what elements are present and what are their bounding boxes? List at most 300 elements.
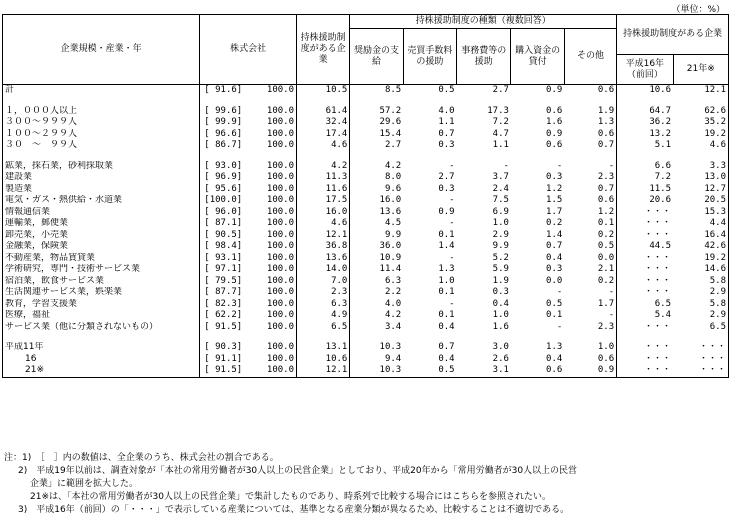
note-3: 3) 平成16年（前回）の「・・・」で表示している産業については、基準となる産業分類が異なるため、比較することは不適切である。 — [18, 505, 570, 515]
cell-p16: ・・・ — [617, 230, 673, 242]
cell-t1: 6.3 — [350, 276, 403, 288]
cell-p21: 6.5 — [673, 322, 728, 334]
header-category: 企業規模・産業・年 — [3, 15, 200, 85]
cell-p16: 6.5 — [617, 299, 673, 311]
cell-t1: 11.4 — [350, 264, 403, 276]
cell-p21: 12.1 — [673, 85, 728, 97]
cell-a: 6.3 — [297, 299, 350, 311]
table-row — [3, 310, 729, 322]
table-row — [3, 342, 729, 354]
cell-t3: 0.4 — [492, 298, 509, 309]
cell-k: 100.0 — [266, 310, 294, 320]
cell-t1: 9.9 — [350, 230, 403, 242]
cell-t4: 1.3 — [546, 342, 563, 352]
cell-t4: 0.6 — [546, 140, 563, 150]
cell-t3: - — [503, 160, 509, 171]
cell-p21: 62.6 — [673, 106, 728, 118]
cell-a: 4.6 — [297, 218, 350, 230]
cell-p21: 13.0 — [673, 172, 728, 184]
cell-t1: 13.6 — [350, 207, 403, 219]
row-label: 製造業 — [3, 184, 200, 196]
cell-a: 11.3 — [297, 172, 350, 184]
cell-t1: 10.3 — [350, 342, 403, 354]
cell-t5: 0.9 — [564, 365, 616, 377]
cell-t5: 0.1 — [597, 218, 615, 228]
cell-t5: 0.7 — [597, 140, 615, 150]
cell-t4: 0.5 — [546, 298, 563, 309]
cell-br: [ 91.1] — [200, 354, 246, 366]
cell-p16: ・・・ — [617, 253, 673, 265]
cell-br: [ 87.7] — [200, 287, 246, 299]
cell-a: 14.0 — [297, 264, 350, 276]
cell-t2: - — [449, 218, 455, 228]
cell-t4: 0.3 — [546, 172, 563, 182]
row-label: ３００～９９９人 — [3, 117, 200, 129]
cell-t2: 4.0 — [438, 105, 455, 116]
cell-t5: 0.6 — [597, 85, 615, 95]
cell-t5: 1.9 — [597, 105, 615, 116]
cell-t5: 0.0 — [597, 252, 615, 263]
cell-p21: 12.7 — [673, 184, 728, 196]
cell-t2: 0.3 — [438, 140, 455, 150]
cell-br: [ 99.9] — [200, 117, 246, 129]
cell-p16: ・・・ — [617, 218, 673, 230]
cell-br: [ 62.2] — [200, 310, 246, 322]
cell-br: [ 99.6] — [200, 106, 246, 118]
cell-t5: - — [608, 160, 615, 171]
cell-k: 100.0 — [266, 353, 294, 364]
cell-p16: 5.1 — [617, 140, 673, 152]
cell-t4: 0.9 — [546, 85, 563, 95]
cell-t3: 5.9 — [492, 264, 509, 274]
row-label: 計 — [3, 85, 200, 97]
data-table — [2, 14, 729, 378]
cell-t4: 1.5 — [546, 195, 563, 205]
cell-k: 100.0 — [266, 117, 294, 127]
cell-t5: 0.5 — [597, 241, 615, 251]
cell-t1: 2.7 — [350, 140, 403, 152]
cell-t4: - — [556, 321, 563, 332]
cell-t1: 4.2 — [350, 161, 403, 173]
cell-a: 11.6 — [297, 184, 350, 196]
cell-k: 100.0 — [266, 298, 294, 309]
cell-p16: ・・・ — [617, 354, 673, 366]
cell-t1: 16.0 — [350, 195, 403, 207]
cell-br: [ 86.7] — [200, 140, 246, 152]
cell-t3: 2.9 — [492, 229, 509, 240]
cell-a: 10.6 — [297, 354, 350, 366]
cell-p16: 5.4 — [617, 310, 673, 322]
row-label: 建設業 — [3, 172, 200, 184]
cell-t2: 0.4 — [438, 353, 455, 364]
cell-t1: 4.2 — [350, 310, 403, 322]
cell-p21: 4.4 — [673, 218, 728, 230]
cell-a: 7.0 — [297, 276, 350, 288]
cell-t5: 0.6 — [597, 195, 615, 205]
cell-p21: ・・・ — [673, 342, 728, 354]
cell-p21: 5.8 — [673, 299, 728, 311]
cell-p21: 20.5 — [673, 195, 728, 207]
cell-t3: 1.9 — [492, 275, 509, 286]
cell-p16: ・・・ — [617, 276, 673, 288]
spacer-row — [3, 152, 729, 161]
note-1: 注：1) ［ ］内の数値は、全企業のうち、株式会社の割合である。 — [4, 453, 279, 463]
row-label: 生活関連サービス業，娯楽業 — [3, 287, 200, 299]
cell-t3: 17.3 — [487, 105, 509, 116]
row-label: 医療，福祉 — [3, 310, 200, 322]
cell-t2: 0.7 — [438, 128, 455, 139]
cell-t2: 1.1 — [438, 117, 455, 127]
header-h21: 21年※ — [673, 55, 728, 85]
cell-a: 12.1 — [297, 365, 350, 377]
cell-t2: 0.9 — [438, 206, 455, 217]
cell-t3: 3.7 — [492, 172, 509, 182]
cell-t1: 8.5 — [350, 85, 403, 97]
cell-t2: 0.5 — [403, 365, 456, 377]
cell-a: 32.4 — [297, 117, 350, 129]
cell-t1: 4.0 — [350, 299, 403, 311]
cell-t1: 9.4 — [350, 354, 403, 366]
table-row — [3, 129, 729, 141]
cell-br: [100.0] — [200, 195, 246, 207]
cell-br: [ 93.1] — [200, 253, 246, 265]
cell-br: [ 90.3] — [200, 342, 246, 354]
cell-t1: 15.4 — [350, 129, 403, 141]
cell-br: [ 96.9] — [200, 172, 246, 184]
cell-t1: 4.5 — [350, 218, 403, 230]
cell-p21: 3.3 — [673, 161, 728, 173]
cell-t2: 2.7 — [438, 172, 455, 182]
cell-t1: 8.0 — [350, 172, 403, 184]
cell-p16: 36.2 — [617, 117, 673, 129]
cell-t3: 4.7 — [492, 128, 509, 139]
cell-t2: 0.7 — [438, 342, 455, 352]
cell-k: 100.0 — [266, 105, 294, 116]
cell-t5: - — [608, 287, 615, 297]
cell-br: [ 87.1] — [200, 218, 246, 230]
cell-t4: 0.2 — [546, 218, 563, 228]
cell-t4: 0.3 — [546, 264, 563, 274]
cell-p21: ・・・ — [673, 365, 728, 377]
row-label: サービス業（他に分類されないもの） — [3, 322, 200, 334]
cell-br: [ 93.0] — [200, 161, 246, 173]
table-row — [3, 161, 729, 173]
cell-k: 100.0 — [266, 218, 294, 228]
cell-p21: 35.2 — [673, 117, 728, 129]
cell-br: [ 91.5] — [200, 365, 246, 377]
row-label: 宿泊業，飲食サービス業 — [3, 276, 200, 288]
row-label: 卸売業，小売業 — [3, 230, 200, 242]
note-2-extra: 21※は、「本社の常用労働者が30人以上の民営企業」で集計したものであり、時系列で比較する場合にはこちらを参照されたい。 — [30, 492, 551, 502]
cell-br: [ 98.4] — [200, 241, 246, 253]
cell-t1: 3.4 — [350, 322, 403, 334]
cell-t2: 1.0 — [438, 275, 455, 286]
cell-p21: 15.3 — [673, 207, 728, 219]
table-row — [3, 287, 729, 299]
cell-p16: 10.6 — [617, 85, 673, 97]
cell-a: 36.8 — [297, 241, 350, 253]
header-types-group: 持株援助制度の種類（複数回答） — [350, 15, 617, 29]
cell-t4: 0.6 — [511, 365, 564, 377]
cell-t1: 29.6 — [350, 117, 403, 129]
cell-t5: 1.2 — [597, 206, 615, 217]
table-row — [3, 354, 729, 366]
cell-a: 17.5 — [297, 195, 350, 207]
cell-t2: 1.4 — [438, 241, 455, 251]
cell-br: [ 79.5] — [200, 276, 246, 288]
cell-t4: 0.4 — [546, 353, 563, 364]
table-row — [3, 276, 729, 288]
cell-k: 100.0 — [266, 195, 294, 205]
cell-t5: 0.2 — [597, 229, 615, 240]
cell-t4: 1.4 — [546, 229, 563, 240]
table-row — [3, 195, 729, 207]
cell-t4: 1.7 — [546, 206, 563, 217]
cell-br: [ 97.1] — [200, 264, 246, 276]
cell-t3: 3.0 — [492, 342, 509, 352]
table-row — [3, 322, 729, 334]
cell-p16: ・・・ — [617, 207, 673, 219]
row-label: 電気・ガス・熱供給・水道業 — [3, 195, 200, 207]
row-label: 平成11年 — [3, 342, 200, 354]
cell-p21: 2.9 — [673, 287, 728, 299]
table-row — [3, 117, 729, 129]
cell-p16: ・・・ — [617, 342, 673, 354]
cell-k: 100.0 — [266, 252, 294, 263]
table-body — [3, 85, 729, 378]
cell-k: 100.0 — [266, 264, 294, 274]
cell-k: 100.0 — [266, 128, 294, 139]
cell-p21: 5.8 — [673, 276, 728, 288]
cell-t3: 6.9 — [492, 206, 509, 217]
header-type-5: その他 — [564, 29, 616, 85]
cell-t3: 7.2 — [492, 117, 509, 127]
note-2: 2) 平成19年以前は、調査対象が「本社の常用労働者が30人以上の民営企業」としており、平成20年から「常用労働者が30人以上の民営 — [18, 466, 578, 476]
cell-p21: 42.6 — [673, 241, 728, 253]
cell-p16: ・・・ — [617, 365, 673, 377]
cell-p21: 2.9 — [673, 310, 728, 322]
cell-k: 100.0 — [266, 140, 294, 150]
table-row — [3, 264, 729, 276]
cell-t3: 2.6 — [492, 353, 509, 364]
spacer-row — [3, 97, 729, 106]
cell-a: 4.9 — [297, 310, 350, 322]
row-label: 運輸業，郵便業 — [3, 218, 200, 230]
cell-t1: 57.2 — [350, 106, 403, 118]
cell-t2: 0.1 — [438, 287, 455, 297]
cell-k: 100.0 — [246, 365, 296, 377]
row-label: ３０ ～ ９９人 — [3, 140, 200, 152]
cell-t3: 1.1 — [492, 140, 509, 150]
cell-t3: 1.0 — [492, 218, 509, 228]
cell-t5: 2.1 — [597, 264, 615, 274]
cell-a: 13.1 — [297, 342, 350, 354]
cell-t4: - — [556, 160, 563, 171]
cell-t3: 2.4 — [492, 183, 509, 194]
cell-t3: 3.1 — [457, 365, 511, 377]
notes — [4, 452, 724, 517]
row-label: １，０００人以上 — [3, 106, 200, 118]
cell-t2: - — [449, 298, 455, 309]
cell-br: [ 91.5] — [200, 322, 246, 334]
header-h16: 平成16年（前回） — [617, 55, 673, 85]
cell-t1: 10.3 — [350, 365, 403, 377]
cell-t4: 0.6 — [546, 105, 563, 116]
cell-br: [ 96.0] — [200, 207, 246, 219]
cell-t5: 0.7 — [597, 183, 615, 194]
cell-k: 100.0 — [266, 275, 294, 286]
cell-t2: - — [449, 252, 455, 263]
cell-t3: 9.9 — [492, 241, 509, 251]
note-2-cont: 企業」に範囲を拡大した。 — [30, 479, 139, 489]
cell-br: [ 96.6] — [200, 129, 246, 141]
cell-a: 4.6 — [297, 140, 350, 152]
cell-a: 2.3 — [297, 287, 350, 299]
cell-p21: 16.4 — [673, 230, 728, 242]
row-label: 21※ — [3, 365, 200, 377]
cell-t1: 36.0 — [350, 241, 403, 253]
cell-t5: 2.3 — [597, 172, 615, 182]
cell-k: 100.0 — [266, 321, 294, 332]
cell-p21: ・・・ — [673, 354, 728, 366]
cell-t2: 1.3 — [438, 264, 455, 274]
cell-p21: 14.6 — [673, 264, 728, 276]
cell-p16: ・・・ — [617, 287, 673, 299]
cell-t2: 0.4 — [438, 321, 455, 332]
row-label: 不動産業，物品賃貸業 — [3, 253, 200, 265]
cell-t5: 1.7 — [597, 298, 615, 309]
cell-t1: 10.9 — [350, 253, 403, 265]
header-type-4: 購入資金の貸付 — [511, 29, 564, 85]
table-row — [3, 172, 729, 184]
cell-t5: 0.2 — [597, 275, 615, 286]
table-row — [3, 365, 729, 377]
table-row — [3, 299, 729, 311]
cell-a: 61.4 — [297, 106, 350, 118]
cell-p16: 13.2 — [617, 129, 673, 141]
cell-k: 100.0 — [266, 229, 294, 240]
cell-t5: - — [608, 310, 615, 320]
cell-br: [ 91.6] — [200, 85, 246, 97]
table-row — [3, 140, 729, 152]
cell-t5: 1.3 — [597, 117, 615, 127]
cell-t1: 9.6 — [350, 184, 403, 196]
cell-t4: 0.1 — [546, 310, 563, 320]
cell-br: [ 95.6] — [200, 184, 246, 196]
unit-label: （単位：%） — [671, 5, 725, 15]
cell-t2: 0.1 — [438, 310, 455, 320]
cell-t3: 2.7 — [492, 85, 509, 95]
cell-t3: 7.5 — [492, 195, 509, 205]
header-type-3: 事務費等の援助 — [457, 29, 511, 85]
cell-p16: ・・・ — [617, 264, 673, 276]
cell-t2: 0.5 — [438, 85, 455, 95]
cell-t4: 0.9 — [546, 128, 563, 139]
cell-k: 100.0 — [266, 287, 294, 297]
cell-t2: 0.1 — [438, 229, 455, 240]
row-label: １００～２９９人 — [3, 129, 200, 141]
row-label: 鉱業，採石業，砂利採取業 — [3, 161, 200, 173]
cell-t5: 2.3 — [597, 321, 615, 332]
cell-k: 100.0 — [266, 241, 294, 251]
header-has-system: 持株援助制度がある企業 — [297, 15, 350, 85]
cell-p21: 19.2 — [673, 129, 728, 141]
cell-k: 100.0 — [266, 206, 294, 217]
cell-a: 12.1 — [297, 230, 350, 242]
table-row — [3, 207, 729, 219]
cell-t3: 5.2 — [492, 252, 509, 263]
cell-p16: 6.6 — [617, 161, 673, 173]
cell-t2: - — [449, 195, 455, 205]
row-label: 金融業，保険業 — [3, 241, 200, 253]
cell-t5: 1.0 — [597, 342, 615, 352]
table-row — [3, 106, 729, 118]
cell-t5: 0.6 — [597, 128, 615, 139]
cell-a: 4.2 — [297, 161, 350, 173]
row-label: 情報通信業 — [3, 207, 200, 219]
cell-k: 100.0 — [266, 183, 294, 194]
cell-t4: 1.2 — [546, 183, 563, 194]
cell-p16: 20.6 — [617, 195, 673, 207]
cell-t1: 2.2 — [350, 287, 403, 299]
cell-t5: 0.6 — [597, 353, 615, 364]
cell-p21: 19.2 — [673, 253, 728, 265]
cell-t4: 0.7 — [546, 241, 563, 251]
cell-p16: 11.5 — [617, 184, 673, 196]
table-row — [3, 85, 729, 97]
cell-a: 16.0 — [297, 207, 350, 219]
header-type-1: 奨励金の支給 — [350, 29, 403, 85]
cell-t2: 0.3 — [438, 183, 455, 194]
table-row — [3, 230, 729, 242]
table-row — [3, 184, 729, 196]
spacer-row — [3, 333, 729, 342]
row-label: 16 — [3, 354, 200, 366]
cell-k: 100.0 — [266, 172, 294, 182]
cell-br: [ 90.5] — [200, 230, 246, 242]
cell-t2: - — [449, 160, 455, 171]
cell-t3: 0.3 — [492, 287, 509, 297]
cell-p16: 7.2 — [617, 172, 673, 184]
cell-k: 100.0 — [266, 160, 294, 171]
header-type-2: 売買手数料の援助 — [403, 29, 456, 85]
cell-k: 100.0 — [266, 85, 294, 95]
cell-t4: 0.0 — [546, 275, 563, 286]
cell-p16: 44.5 — [617, 241, 673, 253]
cell-k: 100.0 — [266, 342, 294, 352]
cell-t4: 0.4 — [546, 252, 563, 263]
cell-a: 17.4 — [297, 129, 350, 141]
table-row — [3, 253, 729, 265]
header-has-system-2: 持株援助制度がある企業 — [617, 15, 729, 55]
row-label: 学術研究，専門・技術サービス業 — [3, 264, 200, 276]
header-kabushiki: 株式会社 — [200, 15, 297, 85]
cell-p16: ・・・ — [617, 322, 673, 334]
cell-br: [ 82.3] — [200, 299, 246, 311]
cell-t3: 1.0 — [492, 310, 509, 320]
cell-p21: 4.6 — [673, 140, 728, 152]
cell-t3: 1.6 — [492, 321, 509, 332]
row-label: 教育，学習支援業 — [3, 299, 200, 311]
cell-p16: 64.7 — [617, 106, 673, 118]
cell-t4: - — [556, 287, 563, 297]
cell-a: 6.5 — [297, 322, 350, 334]
table-row — [3, 241, 729, 253]
cell-a: 13.6 — [297, 253, 350, 265]
cell-a: 10.5 — [297, 85, 350, 97]
table-row — [3, 218, 729, 230]
cell-t4: 1.6 — [546, 117, 563, 127]
